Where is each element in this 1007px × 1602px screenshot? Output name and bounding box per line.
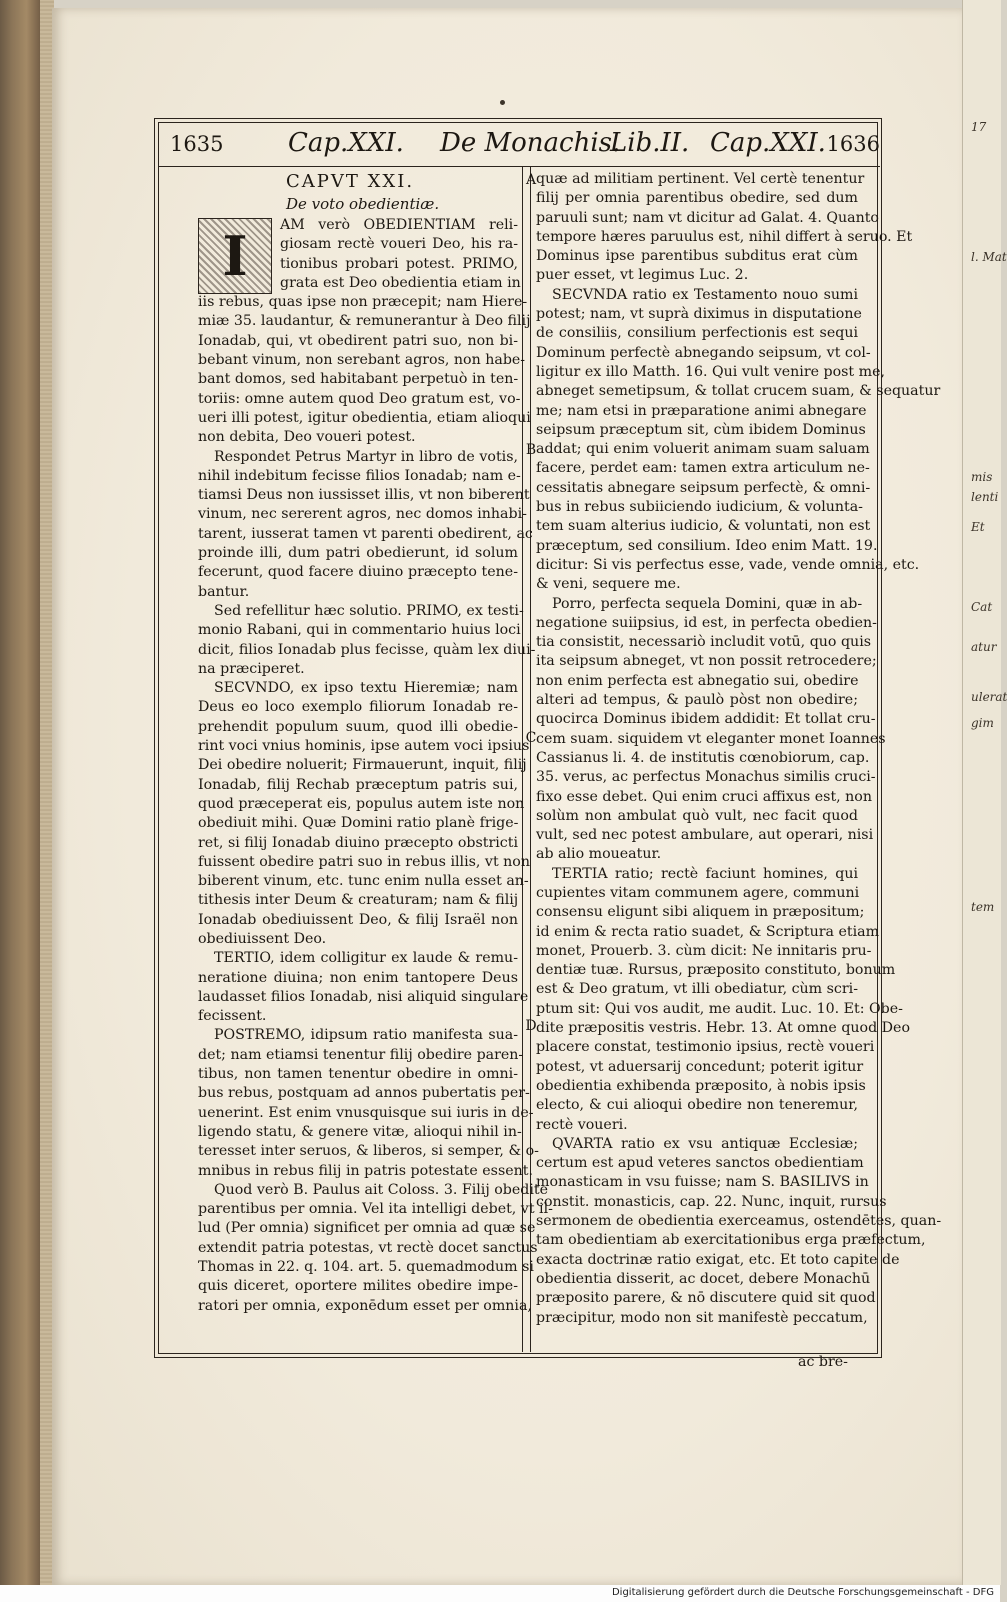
left-text-line: laudasset filios Ionadab, nisi aliquid singulare bbox=[198, 988, 529, 1005]
right-text-line: ligitur ex illo Matth. 16. Qui vult venire post me, bbox=[536, 363, 885, 380]
right-text-line: facere, perdet eam: tamen extra articulum ne- bbox=[536, 460, 870, 477]
right-text-line: filij per omnia parentibus obedire, sed dum bbox=[536, 190, 858, 207]
right-text-line: id enim & recta ratio suadet, & Scriptura etiam bbox=[536, 923, 880, 940]
left-text-line: grata est Deo obedientia etiam in bbox=[280, 274, 521, 291]
margin-letter-c: C bbox=[525, 730, 537, 746]
right-text-line: de consiliis, consilium perfectionis est sequi bbox=[536, 325, 858, 342]
left-text-line: bus rebus, postquam ad annos pubertatis per- bbox=[198, 1085, 530, 1102]
left-text-line: ret, si filij Ionadab diuino præcepto obstricti bbox=[198, 834, 518, 851]
left-text-line: AM verò OBEDIENTIAM reli- bbox=[280, 217, 518, 233]
right-text-line: potest; nam, vt suprà diximus in disputatione bbox=[536, 306, 862, 323]
adjacent-page-fragment: lenti bbox=[971, 490, 999, 504]
left-text-line: Ionadab obediuissent Deo, & filij Israël non bbox=[198, 911, 518, 928]
left-text-line: tithesis inter Deum & creaturam; nam & filij bbox=[198, 892, 519, 909]
left-text-line: ratori per omnia, exponēdum esset per omnia, bbox=[198, 1297, 532, 1314]
left-text-line: TERTIO, idem colligitur ex laude & remu- bbox=[214, 950, 518, 967]
left-text-line: POSTREMO, idipsum ratio manifesta sua- bbox=[214, 1027, 518, 1044]
right-text-line: dite præpositis vestris. Hebr. 13. At omne quod Deo bbox=[536, 1020, 910, 1037]
right-text-line: monasticam in vsu fuisse; nam S. BASILIVS in bbox=[536, 1174, 869, 1191]
right-text-line: negatione suiipsius, id est, in perfecta obedien- bbox=[536, 614, 877, 631]
right-text-line: tia consistit, necessariò includit votū, quo quis bbox=[536, 634, 872, 651]
right-text-line: quæ ad militiam pertinent. Vel certè tenentur bbox=[536, 171, 865, 187]
left-text-line: tibus, non tamen tenentur obedire in omni- bbox=[198, 1066, 518, 1083]
right-text-line: præposito parere, & nō discutere quid sit quod bbox=[536, 1290, 876, 1307]
left-text-line: miæ 35. laudantur, & remunerantur à Deo filij bbox=[198, 313, 531, 330]
adjacent-page-strip bbox=[962, 0, 1007, 1585]
left-text-line: obediuit mihi. Quæ Domini ratio planè frige- bbox=[198, 815, 519, 832]
right-text-line: certum est apud veteres sanctos obedientiam bbox=[536, 1155, 864, 1172]
right-text-line: tempore hæres paruulus est, nihil differt à seruo. Et bbox=[536, 228, 913, 245]
left-text-line: tiamsi Deus non iussisset illis, vt non biberent bbox=[198, 487, 530, 504]
left-text-line: rint voci vnius hominis, ipse autem voci ipsius bbox=[198, 738, 530, 755]
right-text-line: ab alio moueatur. bbox=[536, 846, 662, 863]
left-text-line: dicit, filios Ionadab plus fecisse, quàm lex diui- bbox=[198, 641, 536, 658]
right-text-line: consensu eligunt sibi aliquem in præpositum; bbox=[536, 904, 865, 921]
left-text-line: bebant vinum, non serebant agros, non habe- bbox=[198, 352, 526, 369]
header-title: De Monachis. bbox=[440, 128, 621, 158]
left-text-line: Sed refellitur hæc solutio. PRIMO, ex testi- bbox=[214, 602, 524, 619]
right-text-line: cupientes vitam communem agere, communi bbox=[536, 884, 860, 901]
right-text-line: dicitur: Si vis perfectus esse, vade, vende omnia, etc. bbox=[536, 556, 920, 573]
left-text-line: proinde illi, dum patri obedierunt, id solum bbox=[198, 545, 518, 562]
left-text-line: extendit patria potestas, vt rectè docet sanctus bbox=[198, 1239, 538, 1256]
right-text-line: alteri ad tempus, & paulò pòst non obedire; bbox=[536, 692, 858, 709]
left-text-line: fuissent obedire patri suo in rebus illis, vt non bbox=[198, 853, 530, 870]
right-text-line: non enim perfecta est abnegatio sui, obedire bbox=[536, 672, 859, 689]
adjacent-page-fragment: gim bbox=[971, 716, 994, 730]
right-text-line: cessitatis abnegare seipsum perfectè, & omni- bbox=[536, 479, 871, 496]
right-text-line: paruuli sunt; nam vt dicitur ad Galat. 4. Quanto bbox=[536, 209, 879, 226]
right-text-line: & veni, sequere me. bbox=[536, 576, 681, 593]
left-text-line: biberent vinum, etc. tunc enim nulla esset an- bbox=[198, 873, 529, 890]
left-text-line: lud (Per omnia) significet per omnia ad quæ se bbox=[198, 1220, 536, 1237]
left-text-line: neratione diuina; non enim tantopere Deus bbox=[198, 969, 518, 986]
right-text-line: ita seipsum abneget, vt non possit retrocedere; bbox=[536, 653, 877, 670]
right-text-line: bus in rebus subiiciendo iudicium, & volunta- bbox=[536, 499, 863, 516]
adjacent-page-fragment: 17 bbox=[971, 120, 987, 134]
digitization-footer bbox=[0, 1585, 1000, 1602]
left-text-line: SECVNDO, ex ipso textu Hieremiæ; nam bbox=[214, 680, 518, 697]
left-text-line: monio Rabani, qui in commentario huius loci bbox=[198, 622, 521, 639]
adjacent-page-fragment: atur bbox=[971, 640, 997, 654]
right-text-line: præceptum, sed consilium. Ideo enim Matt. 19. bbox=[536, 537, 878, 554]
catchword: ac bre- bbox=[798, 1354, 848, 1370]
left-text-line: toriis: omne autem quod Deo gratum est, vo- bbox=[198, 390, 521, 407]
left-text-line: det; nam etiamsi tenentur filij obedire paren- bbox=[198, 1046, 524, 1063]
left-text-line: fecerunt, quod facere diuino præcepto tene- bbox=[198, 564, 518, 581]
left-text-line: ligendo statu, & genere vitæ, alioqui nihil in- bbox=[198, 1123, 522, 1140]
right-text-line: placere constat, testimonio ipsius, rectè voueri bbox=[536, 1039, 875, 1056]
right-text-line: rectè voueri. bbox=[536, 1116, 628, 1133]
margin-letter-a: A bbox=[525, 172, 537, 188]
right-text-line: addat; qui enim voluerit animam suam saluam bbox=[536, 441, 870, 458]
chapter-subtitle: De voto obedientiæ. bbox=[286, 195, 440, 213]
left-text-line: Ionadab, filij Rechab præceptum patris sui, bbox=[198, 776, 518, 793]
header-book: Lib.II. bbox=[610, 128, 690, 158]
right-text-line: est & Deo gratum, vt illi obediatur, cùm scri- bbox=[536, 981, 858, 998]
left-text-line: vinum, nec sererent agros, nec domos inhabi- bbox=[198, 506, 527, 523]
left-text-line: na præciperet. bbox=[198, 660, 305, 677]
decorated-initial bbox=[198, 218, 272, 294]
header-chapter-right: Cap.XXI. bbox=[710, 128, 826, 158]
adjacent-page-fragment: ulerat bbox=[971, 690, 1007, 704]
right-text-line: potest, vt aduersarij concedunt; poterit igitur bbox=[536, 1058, 864, 1075]
right-text-line: obedientia disserit, ac docet, debere Monachū bbox=[536, 1270, 871, 1287]
right-text-line: obedientia exhibenda præposito, à nobis ipsis bbox=[536, 1077, 866, 1094]
left-text-line: Deus eo loco exemplo filiorum Ionadab re- bbox=[198, 699, 518, 716]
adjacent-page-fragment: l. Mat bbox=[971, 250, 1007, 264]
left-text-line: giosam rectè voueri Deo, his ra- bbox=[280, 236, 518, 253]
right-text-line: me; nam etsi in præparatione animi abnegare bbox=[536, 402, 867, 419]
right-text-line: Porro, perfecta sequela Domini, quæ in ab- bbox=[552, 595, 863, 612]
right-text-line: dentiæ tuæ. Rursus, præposito constituto, bonum bbox=[536, 962, 896, 979]
chapter-heading: CAPVT XXI. bbox=[286, 171, 415, 192]
margin-letter-b: B bbox=[525, 442, 537, 458]
right-text-line: puer esset, vt legimus Luc. 2. bbox=[536, 267, 749, 284]
right-text-line: vult, sed nec potest ambulare, aut operari, nisi bbox=[536, 827, 874, 844]
right-text-line: tam obedientiam ab exercitationibus erga præfectum, bbox=[536, 1232, 926, 1249]
page-number-left: 1635 bbox=[170, 132, 224, 156]
left-text-line: Quod verò B. Paulus ait Coloss. 3. Filij obedite bbox=[214, 1181, 548, 1198]
footer-text: Digitalisierung gefördert durch die Deutsche Forschungsgemeinschaft - DFG bbox=[611, 1587, 994, 1598]
right-text-line: QVARTA ratio ex vsu antiquæ Ecclesiæ; bbox=[552, 1135, 858, 1152]
left-text-line: iis rebus, quas ipse non præcepit; nam Hiere- bbox=[198, 294, 528, 311]
left-text-line: prehendit populum suum, quod illi obedie- bbox=[198, 718, 518, 735]
left-text-line: tarent, iusserat tamen vt parenti obedirent, ac bbox=[198, 525, 533, 542]
right-text-line: fixo esse debet. Qui enim cruci affixus est, non bbox=[536, 788, 872, 805]
adjacent-page-fragment: Et bbox=[971, 520, 985, 534]
right-text-line: Dominus ipse parentibus subditus erat cùm bbox=[536, 248, 858, 265]
right-text-line: Cassianus li. 4. de institutis cœnobiorum, cap. bbox=[536, 749, 870, 766]
left-text-line: parentibus per omnia. Vel ita intelligi debet, vt il- bbox=[198, 1201, 553, 1218]
left-text-line: bantur. bbox=[198, 583, 250, 600]
header-chapter-left: Cap.XXI. bbox=[288, 128, 404, 158]
adjacent-page-fragment: Cat bbox=[971, 600, 993, 614]
adjacent-page-fragment: tem bbox=[971, 900, 995, 914]
initial-letter: I bbox=[199, 219, 271, 293]
left-text-line: Respondet Petrus Martyr in libro de votis, bbox=[214, 448, 518, 465]
right-text-line: abneget semetipsum, & tollat crucem suam, & sequatur bbox=[536, 383, 941, 400]
left-text-line: obediuissent Deo. bbox=[198, 930, 327, 947]
right-text-line: monet, Prouerb. 3. cùm dicit: Ne innitaris pru- bbox=[536, 942, 872, 959]
right-text-line: TERTIA ratio; rectè faciunt homines, qui bbox=[552, 865, 858, 882]
right-column bbox=[536, 170, 942, 1328]
right-text-line: solùm non ambulat quò vult, nec facit quod bbox=[536, 807, 858, 824]
left-text-line: Thomas in 22. q. 104. art. 5. quemadmodum si bbox=[198, 1259, 534, 1276]
left-text-line: teresset inter seruos, & liberos, si semper, & o- bbox=[198, 1143, 539, 1160]
left-column bbox=[198, 170, 553, 1316]
left-text-line: quod præceperat eis, populus autem iste non bbox=[198, 795, 525, 812]
right-text-line: cem suam. siquidem vt eleganter monet Ioannes bbox=[536, 730, 886, 747]
adjacent-page-fragment: mis bbox=[971, 470, 993, 484]
right-text-line: exacta doctrinæ ratio exigat, etc. Et toto capite de bbox=[536, 1251, 900, 1268]
left-text-line: uenerint. Est enim vnusquisque sui iuris in de- bbox=[198, 1104, 534, 1121]
right-text-line: sermonem de obedientia exerceamus, ostendētes, quan- bbox=[536, 1213, 942, 1230]
left-text-line: mnibus in rebus filij in patris potestate essent. bbox=[198, 1162, 533, 1179]
left-text-line: quis diceret, oportere milites obedire impe- bbox=[198, 1278, 518, 1295]
left-text-line: ueri illi potest, igitur obedientia, etiam alioqui bbox=[198, 409, 531, 426]
margin-letter-d: D bbox=[525, 1018, 537, 1034]
right-text-line: 35. verus, ac perfectus Monachus similis cruci- bbox=[536, 769, 876, 786]
right-text-line: præcipitur, modo non sit manifestè peccatum, bbox=[536, 1309, 868, 1326]
ink-spot bbox=[500, 100, 505, 105]
right-text-line: tem suam alterius iudicio, & voluntati, non est bbox=[536, 518, 871, 535]
right-text-line: quocirca Dominus ibidem addidit: Et tollat cru- bbox=[536, 711, 876, 728]
right-text-line: electo, & cui alioqui obedire non teneremur, bbox=[536, 1097, 858, 1114]
left-text-line: nihil indebitum fecisse filios Ionadab; nam e- bbox=[198, 467, 521, 484]
left-text-line: tionibus probari potest. PRIMO, bbox=[280, 255, 518, 272]
left-text-line: Ionadab, qui, vt obedirent patri suo, non bi- bbox=[198, 332, 518, 349]
left-text-line: fecissent. bbox=[198, 1008, 267, 1025]
left-text-line: non debita, Deo voueri potest. bbox=[198, 429, 416, 446]
running-header bbox=[158, 126, 878, 166]
right-text-line: Dominum perfectè abnegando seipsum, vt col- bbox=[536, 344, 871, 361]
right-text-line: SECVNDA ratio ex Testamento nouo sumi bbox=[552, 286, 858, 303]
left-text-line: bant domos, sed habitabant perpetuò in ten- bbox=[198, 371, 519, 388]
header-rule bbox=[158, 166, 880, 167]
right-text-line: seipsum præceptum sit, cùm ibidem Dominus bbox=[536, 421, 866, 438]
right-text-line: ptum sit: Qui vos audit, me audit. Luc. 10. Et: Obe- bbox=[536, 1000, 903, 1017]
left-text-line: Dei obedire noluerit; Firmauerunt, inquit, filij bbox=[198, 757, 527, 774]
page-number-right: 1636 bbox=[826, 132, 880, 156]
right-text-line: constit. monasticis, cap. 22. Nunc, inquit, rursus bbox=[536, 1193, 887, 1210]
